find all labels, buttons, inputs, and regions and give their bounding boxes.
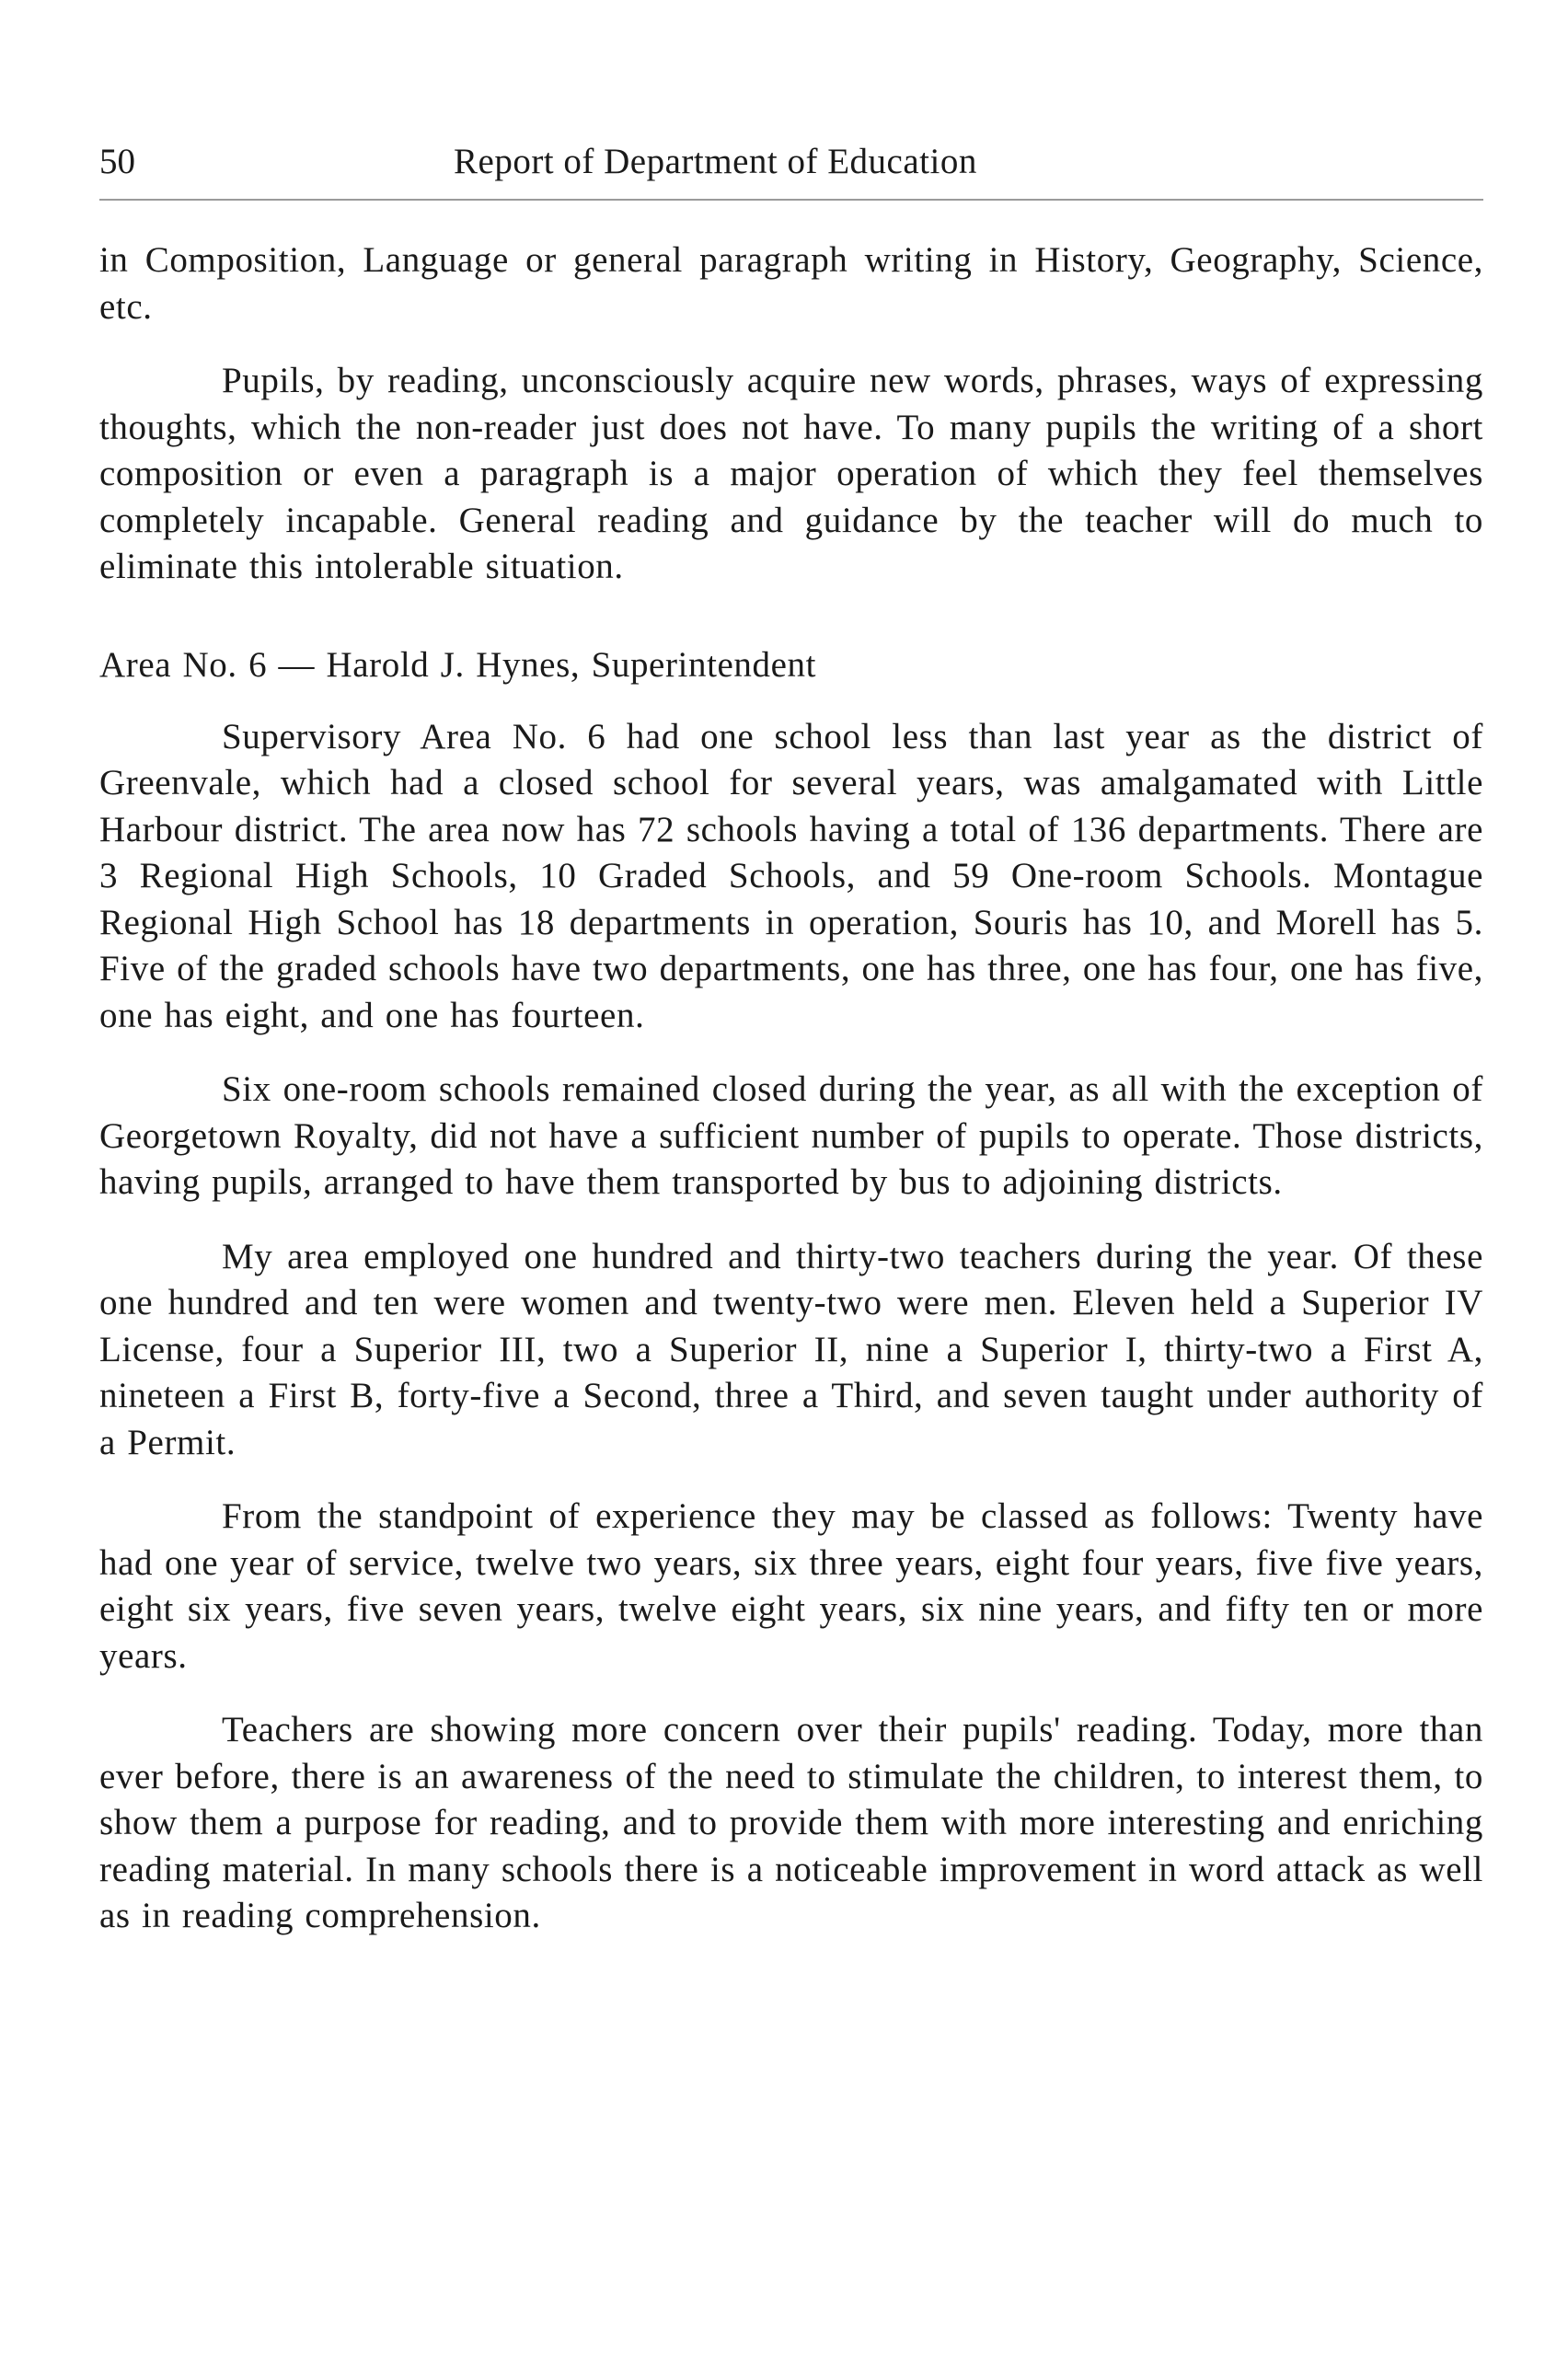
paragraph: Teachers are showing more concern over their pupils' reading. Today, more than ever before, there is an awareness of the need to stimulate the children, to interest them, to show them a purpose for reading, and to provide them with more interesting and enriching reading material. In many schools there is a noticeable improvement in word attack as well as in reading comprehension. — [99, 1710, 1483, 1935]
paragraph: Six one-room schools remained closed during the year, as all with the exception of Georgetown Royalty, did not have a sufficient number of pupils to operate. Those districts, having pupils, arranged to have them transported by bus to adjoining districts. — [99, 1069, 1483, 1202]
header-rule — [99, 199, 1483, 201]
running-header — [99, 136, 1483, 188]
page-number: 50 — [99, 142, 135, 181]
paragraph: From the standpoint of experience they may be classed as follows: Twenty have had one year of service, twelve two years, six three years, eight four years, five five years, eight six years, five seven years, twelve eight years, six nine years, and fifty ten or more years. — [99, 1496, 1483, 1676]
paragraph: Pupils, by reading, unconsciously acquire new words, phrases, ways of expressing thoughts, which the non-reader just does not have. To many pupils the writing of a short composition or even a paragraph is a major operation of which they feel themselves completely incapable. General reading and guidance by the teacher will do much to eliminate this intolerable situation. — [99, 361, 1483, 586]
paragraph: Supervisory Area No. 6 had one school less than last year as the district of Greenvale, which had a closed school for several years, was amalgamated with Little Harbour district. The area now has 72 schools having a total of 136 departments. There are 3 Regional High Schools, 10 Graded Schools, and 59 One-room Schools. Montague Regional High School has 18 departments in operation, Souris has 10, and Morell has 5. Five of the graded schools have two departments, one has three, one has four, one has five, one has eight, and one has fourteen. — [99, 716, 1483, 1035]
document-page — [99, 136, 1483, 1968]
section-heading: Area No. 6 — Harold J. Hynes, Superintendent — [99, 644, 817, 685]
paragraph: My area employed one hundred and thirty-two teachers during the year. Of these one hundred and ten were women and twenty-two were men. Eleven held a Superior IV License, four a Superior III, two a Superior II, nine a Superior I, thirty-two a First A, nineteen a First B, forty-five a Second, three a Third, and seven taught under authority of a Permit. — [99, 1236, 1483, 1462]
body-text — [99, 237, 1483, 1940]
running-title: Report of Department of Education — [454, 142, 977, 181]
paragraph: in Composition, Language or general paragraph writing in History, Geography, Science, etc. — [99, 240, 1483, 327]
